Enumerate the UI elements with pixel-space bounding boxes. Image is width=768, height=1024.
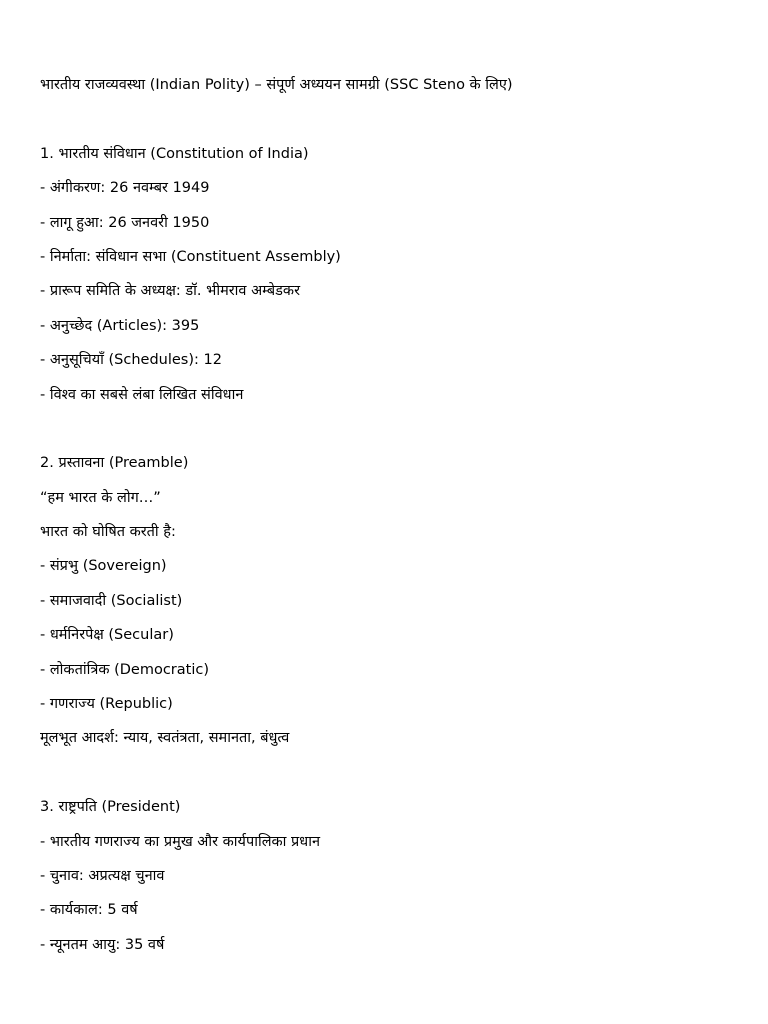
section-line: - लोकतांत्रिक (Democratic) — [40, 661, 209, 678]
section-heading: 2. प्रस्तावना (Preamble) — [40, 455, 189, 472]
section-line: - कार्यकाल: 5 वर्ष — [40, 902, 138, 919]
section-line: - प्रारूप समिति के अध्यक्ष: डॉ. भीमराव अम्बेडकर — [40, 283, 300, 300]
section-line: - न्यूनतम आयु: 35 वर्ष — [40, 936, 165, 953]
spacer — [40, 419, 740, 453]
section-heading: 3. राष्ट्रपति (President) — [40, 799, 181, 816]
document-page — [40, 75, 740, 969]
section-line: - विश्व का सबसे लंबा लिखित संविधान — [40, 386, 244, 403]
section-line: - अनुसूचियाँ (Schedules): 12 — [40, 352, 222, 369]
section-constitution — [40, 144, 740, 405]
section-president — [40, 797, 740, 955]
section-heading: 1. भारतीय संविधान (Constitution of India) — [40, 145, 309, 162]
section-line: - समाजवादी (Socialist) — [40, 592, 183, 609]
section-line: - भारतीय गणराज्य का प्रमुख और कार्यपालिका प्रधान — [40, 833, 321, 850]
section-line: - अनुच्छेद (Articles): 395 — [40, 317, 200, 334]
spacer — [40, 763, 740, 797]
section-line: - लागू हुआ: 26 जनवरी 1950 — [40, 214, 210, 231]
spacer — [40, 109, 740, 143]
section-line: मूलभूत आदर्श: न्याय, स्वतंत्रता, समानता, बंधुत्व — [40, 730, 290, 747]
section-line: - अंगीकरण: 26 नवम्बर 1949 — [40, 180, 210, 197]
section-line: - निर्माता: संविधान सभा (Constituent Assembly) — [40, 248, 341, 265]
section-line: भारत को घोषित करती है: — [40, 524, 176, 541]
section-preamble — [40, 453, 740, 748]
section-line: - संप्रभु (Sovereign) — [40, 558, 167, 575]
section-line: - धर्मनिरपेक्ष (Secular) — [40, 627, 174, 644]
section-line: - चुनाव: अप्रत्यक्ष चुनाव — [40, 867, 165, 884]
section-line: - गणराज्य (Republic) — [40, 696, 173, 713]
section-line: “हम भारत के लोग…” — [40, 489, 161, 506]
document-title: भारतीय राजव्यवस्था (Indian Polity) – संपूर्ण अध्ययन सामग्री (SSC Steno के लिए) — [40, 77, 513, 93]
